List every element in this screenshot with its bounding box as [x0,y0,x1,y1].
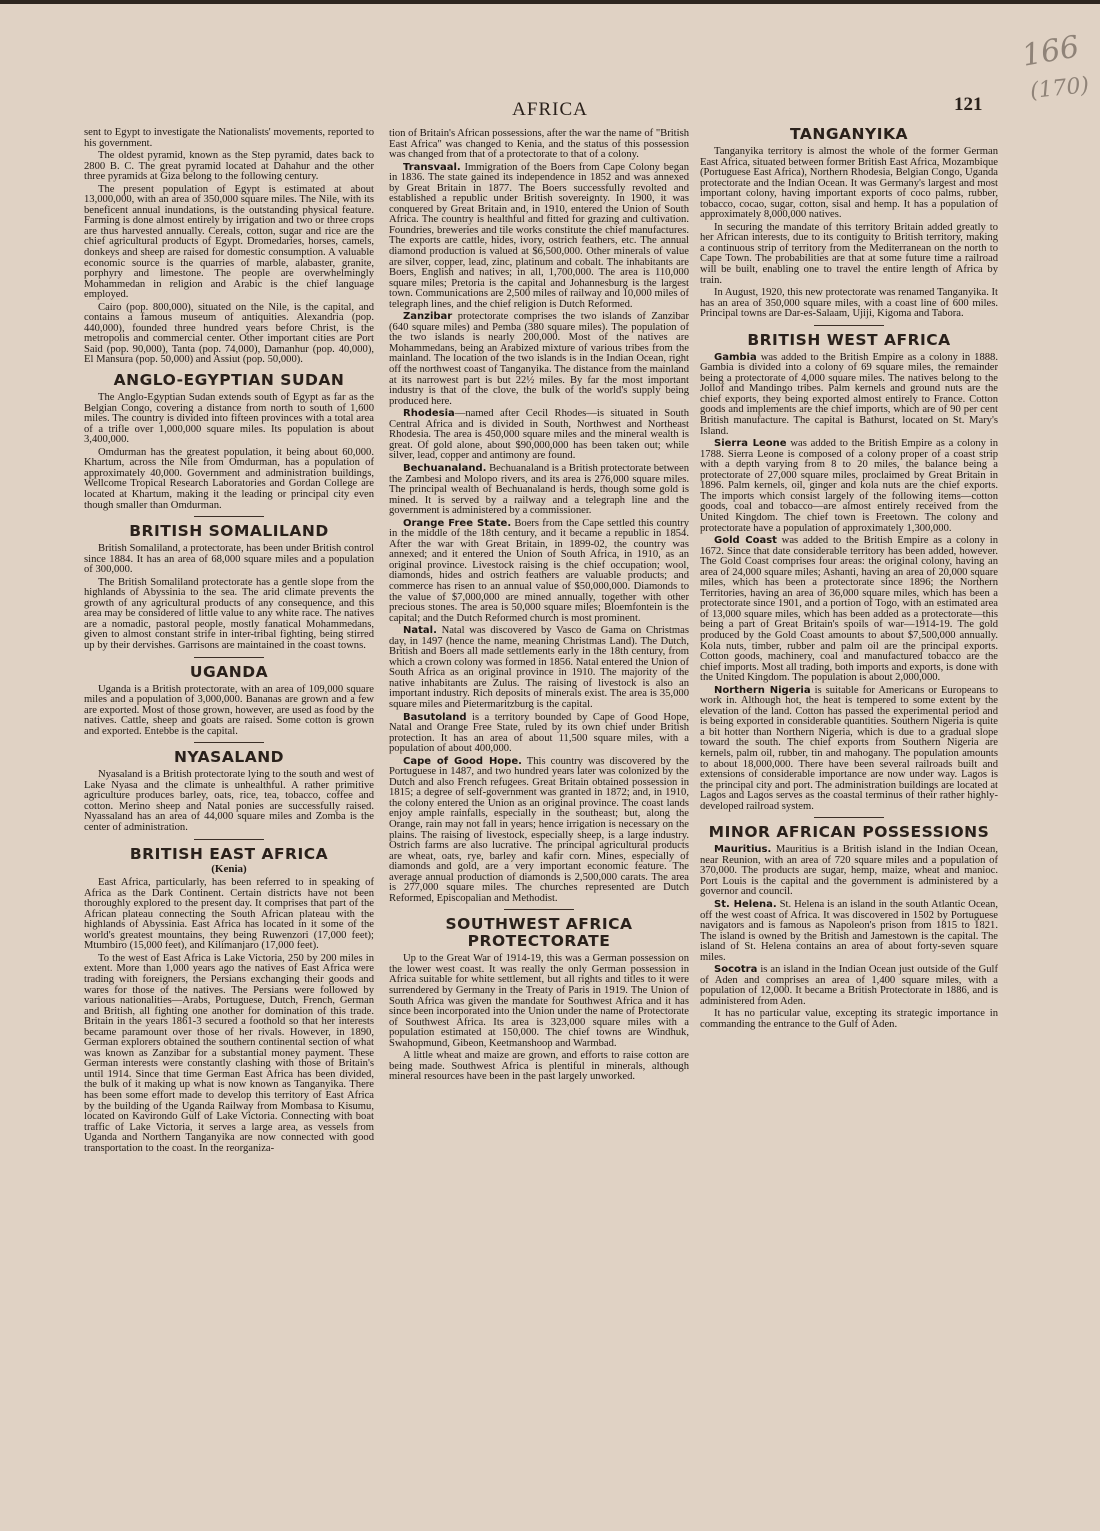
paragraph-st-helena: St. Helena. St. Helena is an island in the south Atlantic Ocean, off the west coast of Africa. It was discovered in 1502 by Portuguese navigators and is famous as Napoleon's prison from 1815 to 1821. The island is owned by the British and Jamestown is the capital. The island of St. Helena contains an area of about forty-seven square miles. [700,899,998,963]
paragraph: The British Somaliland protectorate has a gentle slope from the highlands of Abyssinia to the sea. The arid climate prevents the growth of any agricultural products of any consequence, and this area may be considered of little value to any white race. The natives are a nomadic, pastoral people, mostly fanatical Mohammedans, given to almost constant strife in inter-tribal fighting, being stirred up by their dervishes. Garrisons are maintained in the coast towns. [84,576,374,651]
paragraph-orange-free-state: Orange Free State. Boers from the Cape settled this country in the middle of the 18th century, and it became a republic in 1854. After the war with Great Britain, in 1899-02, the country was annexed; and it entered the Union of South Africa, in 1910, as an original province. Livestock raising is the chief occupation; wool, diamonds, hides and ostrich feathers are valuable products; and commerce has risen to an annual value of $50,000,000. Diamonds to the value of $7,000,000 are mined annually, together with other precious stones. The area is 50,000 square miles; Bloemfontein is the capital; and the Dutch Reformed church is most prominent. [389,517,689,624]
paragraph: Up to the Great War of 1914-19, this was a German possession on the lower west coast. It was really the only German possession in Africa suitable for white settlement, but all rights and titles to it were surrendered by Germany in the Treaty of Paris in 1919. The Union of South Africa was given the mandate for Southwest Africa and it has since been incorporated into the Union under the name of Protectorate of Southwest Africa. Its area is 323,000 square miles with a population estimated at 150,000. The chief towns are Windhuk, Swahopmund, Gibeon, Keetmanshoop and Warmbad. [389,953,689,1049]
paragraph-gold-coast: Gold Coast was added to the British Empire as a colony in 1672. Since that date considerable territory has been added, however. The Gold Coast comprises four areas: the original colony, having an area of 24,000 square miles; Ashanti, having an area of 20,000 square miles, which has been a protectorate since 1896; the Northern Territories, having an area of 36,000 square miles, which has been a protectorate since 1901, and a portion of Togo, with an estimated area of 13,000 square miles, which has been added as a protectorate—this being a part of Great Britain's spoils of war—1914-19. The gold produced by the Gold Coast amounts to about $7,500,000 annually. Kola nuts, timber, rubber and palm oil are the principal exports. Cotton goods, machinery, coal and manufactured tobacco are the chief imports. Most all trading, both imports and exports, is done with the United Kingdom. The population is about 2,000,000. [700,535,998,684]
handwritten-annotation: 166 [1019,29,1082,74]
paragraph: To the west of East Africa is Lake Victoria, 250 by 200 miles in extent. More than 1,000 years ago the natives of East Africa were trading with foreigners, the Persians exchanging their goods and wares for those of the natives. The Persians were followed by various nationalities—Arabs, Portuguese, Dutch, French, German and British, all fighting one another for domination of this trade. Britain in the years 1861-3 secured a foothold so that her interests became paramount over those of her rivals. However, in 1890, German explorers obtained the southern continental section of what was known as Zanzibar for a substantial money payment. These German interests were constantly clashing with those of Britain's until 1914. Since that time German East Africa has been divided, the bulk of it making up what is now known as Tanganyika. There has been some effort made to develop this territory of East Africa by the building of the Uganda Railway from Mombasa to Kisumu, located on Kavirondo Gulf of Lake Victoria. Connecting with boat traffic of Lake Victoria, it serves a large area, as vessels from Uganda and Northern Tanganyika are now connected with good transportation to the coast. In the reorganiza- [84,952,374,1154]
running-title: AFRICA [512,99,588,120]
page-number: 121 [954,94,983,115]
paragraph-mauritius: Mauritius. Mauritius is a British island in the Indian Ocean, near Reunion, with an area of 720 square miles and a population of 370,000. The products are sugar, hemp, maize, wheat and manioc. Port Louis is the capital and the government is administered by a governor and council. [700,844,998,898]
divider [814,817,884,818]
paragraph-socotra: Socotra is an island in the Indian Ocean just outside of the Gulf of Aden and comprises an area of 1,400 square miles, with a population of 12,000. It became a British Protectorate in 1886, and is administered from Aden. [700,964,998,1007]
paragraph-northern-nigeria: Northern Nigeria is suitable for Americans or Europeans to work in. Although hot, the heat is tempered to some extent by the elevation of the land. Cotton has passed the experimental period and is being exported in considerable quantities. Southern Nigeria is quite a bit hotter than Northern Nigeria, which is due to a gradual slope toward the south. The chief exports from Southern Nigeria are kernels, palm oil, rubber, tin and mahogany. The population amounts to about 18,000,000. There have been several railroads built and extensions of considerable importance are now under way. Lagos is the principal city and port. The administration buildings are located at Lagos and Lagos serves as the coastal terminus of their rather highly-developed railroad system. [700,684,998,812]
run-in-heading: Transvaal. [403,161,461,173]
run-in-heading: Gambia [714,351,757,363]
paragraph-transvaal: Transvaal. Immigration of the Boers from Cape Colony began in 1836. The state gained its independence in 1852 and was annexed by Great Britain in 1877. The Boers successfully revolted and established a republic under British sovereignty. In 1900, it was conquered by Great Britain and, in 1910, entered the Union of South Africa. The country is healthful and fitted for grazing and cultivation. Foundries, breweries and tile works constitute the chief manufactures. The exports are cattle, hides, ivory, ostrich feathers, etc. The annual diamond production is valued at $6,500,000. Other minerals of value are silver, copper, lead, zinc, platinum and cobalt. The inhabitants are Boers, English and natives; in all, 1,700,000. The area is 110,000 square miles; Pretoria is the capital and Johannesburg is the largest town. Communications are 2,500 miles of railway and 10,000 miles of telegraph lines, and the chief religion is Dutch Reformed. [389,161,689,310]
run-in-heading: Rhodesia [403,408,455,420]
divider [194,657,264,658]
paragraph: The oldest pyramid, known as the Step pyramid, dates back to 2800 B. C. The great pyramid located at Dahahur and the other three pyramids at Giza belong to the following century. [84,150,374,183]
paragraph: Uganda is a British protectorate, with an area of 109,000 square miles and a population of 3,000,000. Bananas are grown and a few are exported. Most of those grown, however, are used as food by the natives. Cattle, sheep and goats are raised. Some cotton is grown and exported. Entebbe is the capital. [84,683,374,737]
section-heading-british-east-africa: BRITISH EAST AFRICA [129,844,329,863]
run-in-heading: Bechuanaland. [403,462,487,474]
section-heading-southwest-africa: SOUTHWEST AFRICA PROTECTORATE [445,915,633,951]
run-in-heading: Gold Coast [714,535,777,547]
section-heading-tanganyika: TANGANYIKA [789,125,909,143]
run-in-heading: Northern Nigeria [714,684,811,696]
section-heading-minor-possessions: MINOR AFRICAN POSSESSIONS [708,823,990,842]
top-border [0,0,1100,4]
paragraph: Nyasaland is a British protectorate lying to the south and west of Lake Nyasa and the climate is unhealthful. A rather primitive agriculture produces barley, oats, rice, tea, tobacco, coffee and cotton. Merino sheep and Natal ponies are successfully raised. Nyassaland has an area of 44,000 square miles and Zomba is the center of administration. [84,769,374,833]
paragraph-rhodesia: Rhodesia—named after Cecil Rhodes—is situated in South Central Africa and is divided in South, Northwest and Northeast Rhodesia. The area is 450,000 square miles and the mineral wealth is great. Of gold alone, about $90,000,000 has been taken out; while silver, lead, copper and antimony are found. [389,408,689,462]
run-in-heading: Socotra [714,964,758,976]
divider [194,742,264,743]
section-heading-sudan: ANGLO-EGYPTIAN SUDAN [113,371,345,390]
section-heading-somaliland: BRITISH SOMALILAND [129,522,329,541]
run-in-heading: Orange Free State. [403,517,512,529]
handwritten-annotation-secondary: (170) [1028,72,1091,105]
column-middle [389,129,689,1085]
paragraph: In August, 1920, this new protectorate was renamed Tanganyika. It has an area of 350,000 square miles, with a coast line of 600 miles. Principal towns are Dar-es-Salaam, Ujiji, Kigoma and Tabora. [700,287,998,320]
paragraph: The Anglo-Egyptian Sudan extends south of Egypt as far as the Belgian Congo, covering a distance from north to south of 1,600 miles. The country is divided into fifteen provinces with a total area of a trifle over 1,000,000 square miles. Its population is about 3,400,000. [84,392,374,446]
run-in-heading: Sierra Leone [714,438,787,450]
paragraph-gambia: Gambia was added to the British Empire as a colony in 1888. Gambia is divided into a colony of 69 square miles, the remainder being a protectorate of 4,000 square miles. The natives belong to the Jollof and Mandingo tribes. Palm kernels and ground nuts are the chief exports, they being exported almost entirely to France. Cotton goods and implements are the chief imports, which are of 90 per cent British manufacture. The capital is Bathurst, located on St. Mary's Island. [700,351,998,437]
paragraph: British Somaliland, a protectorate, has been under British control since 1884. It has an area of 68,000 square miles and a population of 300,000. [84,543,374,576]
column-right [700,120,998,1033]
paragraph-bechuanaland: Bechuanaland. Bechuanaland is a British protectorate between the Zambesi and Molopo rivers, and its area is 276,000 square miles. The principal wealth of Bechuanaland is herds, though some gold is mined. It is served by a railway and a telegraph line and the government is administered by a commissioner. [389,462,689,517]
paragraph: Tanganyika territory is almost the whole of the former German East Africa, situated between former British East Africa, Mozambique (Portuguese East Africa), Northern Rhodesia, Belgian Congo, Uganda protectorate and the Indian Ocean. It was Germany's largest and most important colony, having important exports of coco palms, rubber, tobacco, cocao, sugar, cotton, sisal and hemp. It has a population of approximately 8,000,000 natives. [700,146,998,221]
run-in-heading: Mauritius. [714,844,772,856]
divider [814,325,884,326]
section-heading-nyasaland: NYASALAND [173,748,285,767]
divider [194,516,264,517]
paragraph: In securing the mandate of this territory Britain added greatly to her African interests, due to its contiguity to British territory, making a continuous strip of territory from the Mediterranean on the north to Cape Town. The probabilities are that at some future time a railroad will be built, enabling one to travel the entire length of Africa by train. [700,221,998,286]
section-heading-british-west-africa: BRITISH WEST AFRICA [747,330,951,349]
paragraph-zanzibar: Zanzibar protectorate comprises the two islands of Zanzibar (640 square miles) and Pemba (380 square miles). The population of the two islands is nearly 200,000. Most of the natives are Mohammedans, being an Arabized mixture of various tribes from the mainland. The location of the two islands is in the Indian Ocean, right off the northwest coast of Tanganyika. The distance from the mainland at its narrowest part is but 22½ miles. By far the most important industry is that of the clove, the bulk of the world's supply being produced here. [389,311,689,407]
section-subheading-kenia: (Kenia) [211,862,247,875]
paragraph-basutoland: Basutoland is a territory bounded by Cape of Good Hope, Natal and Orange Free State, ruled by its own chief under British protection. It has an area of about 11,500 square miles, with a population of about 400,000. [389,711,689,755]
run-in-heading: St. Helena. [714,899,777,910]
run-in-heading: Natal. [403,625,437,637]
paragraph: Cairo (pop. 800,000), situated on the Nile, is the capital, and contains a famous museum of antiquities. Alexandria (pop. 440,000), founded three hundred years before Christ, is the metropolis and commercial center. Other important cities are Port Said (pop. 90,000), Tanta (pop. 74,000), Damanhur (pop. 40,000), El Mansura (pop. 50,000) and Assiut (pop. 50,000). [84,301,374,366]
run-in-heading: Zanzibar [403,311,453,323]
paragraph: A little wheat and maize are grown, and efforts to raise cotton are being made. Southwest Africa is plentiful in minerals, although mineral resources have been in the past largely unworked. [389,1050,689,1083]
paragraph-cape-of-good-hope: Cape of Good Hope. This country was discovered by the Portuguese in 1487, and two hundred years later was colonized by the Dutch and also French refugees. Great Britain obtained possession in 1815; a degree of self-government was granted in 1872; and, in 1910, the colony entered the Union as an original province. The coast lands enjoy ample rainfalls, especially in the southeast; but, along the Orange, rain may not fall in years; hence irrigation is necessary on the plains. The raising of livestock, especially sheep, is a large industry. Ostrich farms are also lucrative. The principal agricultural products are wheat, oats, rye, barley and kafir corn. Mines, especially of diamonds and gold, are a very important economic feature. The average annual production of diamonds is 2,500,000 carats. The area is 277,000 square miles. The churches represented are Dutch Reformed, Episcopalian and Methodist. [389,755,689,904]
paragraph: The present population of Egypt is estimated at about 13,000,000, with an area of 350,000 square miles. The Nile, with its beneficent annual inundations, is the outstanding physical feature. Farming is done almost entirely by irrigation and two or three crops are thus harvested annually. Cereals, cotton, sugar and rice are the chief agricultural products of Egypt. Dromedaries, horses, camels, donkeys and sheep are raised for domestic consumption. A valuable economic source is the quarries of marble, alabaster, granite, porphyry and limestone. The people are overwhelmingly Mohammedan in religion and Arabic is the chief language employed. [84,183,374,301]
section-heading-uganda: UGANDA [189,662,269,681]
divider [194,839,264,840]
paragraph: tion of Britain's African possessions, after the war the name of "British East Africa" was changed to Kenia, and the status of this possession was changed from that of a protectorate to that of a colony. [389,128,689,161]
paragraph: It has no particular value, excepting its strategic importance in commanding the entrance to the Gulf of Aden. [700,1008,998,1031]
paragraph: sent to Egypt to investigate the Nationalists' movements, reported to his government. [84,127,374,149]
paragraph-natal: Natal. Natal was discovered by Vasco de Gama on Christmas day, in 1497 (hence the name, meaning Christmas Land). The Dutch, British and Boers all made settlements early in the 18th century, from which a crown colony was formed in 1856. Natal entered the Union of South Africa as an original province in 1910. The majority of the native inhabitants are Zulus. The raising of livestock is also an important industry. Rich deposits of minerals exist. The area is 35,000 square miles and Pietermaritzburg is the capital. [389,625,689,710]
column-left [84,128,374,1156]
divider [504,909,574,910]
run-in-heading: Cape of Good Hope. [403,755,522,767]
run-in-heading: Basutoland [403,711,467,723]
paragraph: Omdurman has the greatest population, it being about 60,000. Khartum, across the Nile from Omdurman, has a population of approximately 40,000. Government and administration buildings, Wellcome Tropical Research Laboratories and Gordan College are located at Khartum, making it the leading or principal city even though smaller than Omdurman. [84,446,374,511]
paragraph: East Africa, particularly, has been referred to in speaking of Africa as the Dark Continent. Certain districts have not been thoroughly explored to the present day. It comprises that part of the African plateau connecting the South African plateau with the highlands of Abyssinia. East Africa has located in it some of the world's greatest mountains, they being Ruwenzori (17,000 feet); Mtumbiro (15,000 feet), and Kilimanjaro (17,000 feet). [84,877,374,952]
paragraph-sierra-leone: Sierra Leone was added to the British Empire as a colony in 1788. Sierra Leone is composed of a colony proper of a coast strip with a depth varying from 8 to 20 miles, the balance being a protectorate of 27,000 square miles, proclaimed by Great Britain in 1896. Palm kernels, oil, ginger and kola nuts are the chief exports. The imports which consist largely of the following items—cotton goods, coal and tobacco—are almost entirely received from the United Kingdom. The chief town is Freetown. The colony and protectorate have a population of approximately 1,300,000. [700,438,999,534]
